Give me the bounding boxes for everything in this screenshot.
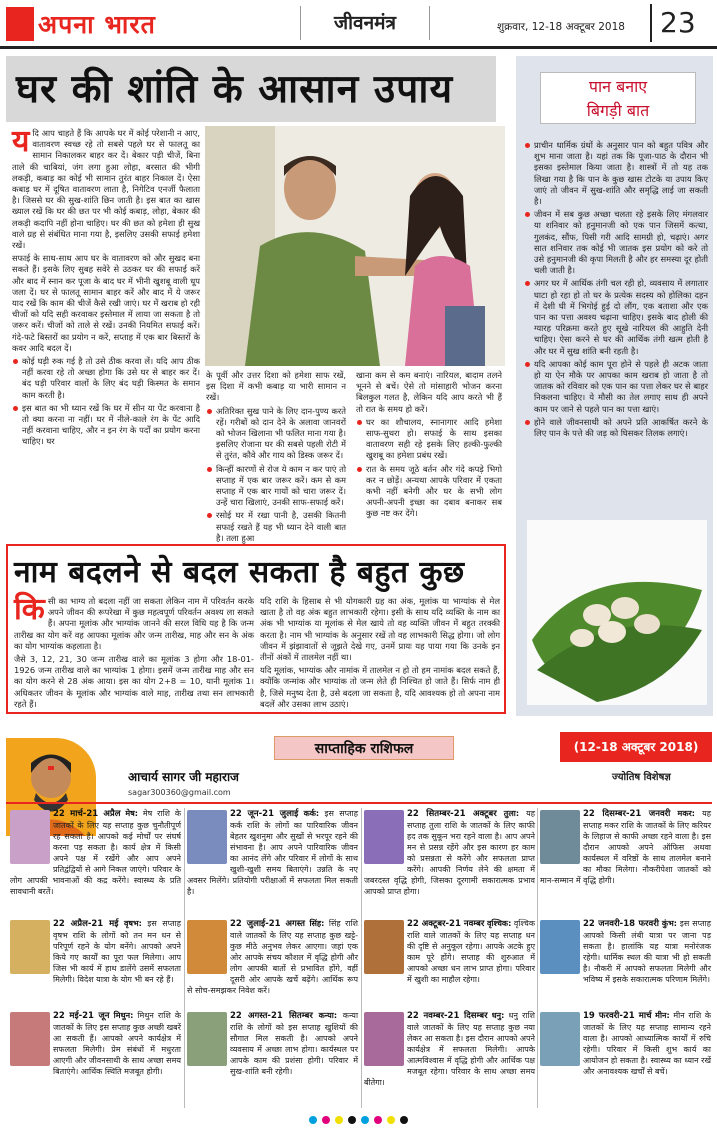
registration-dot	[400, 1116, 408, 1124]
brand-logo	[6, 4, 156, 44]
name-change-paragraph-4: यदि मूलांक, भाग्यांक और नामांक में तालमेल न हो तो हम नामांक बदल सकते हैं, क्योंकि जन्मांक और भाग्यांक तो जन्म लेते ही निश्चित हो जाते हैं। सिर्फ नाम ही है, जिसे मनुष्य देता है, उसे बदला जा सकता है, यदि आवश्यक हो तो अपना नाम बदलें और उसका लाभ उठाएं।	[260, 665, 501, 709]
virgo-icon	[187, 1012, 227, 1066]
cancer-icon	[187, 810, 227, 864]
registration-dot	[387, 1116, 395, 1124]
column-2-intro: के पूर्वी और उत्तर दिशा को हमेशा साफ रखें, इस दिशा में कभी कबाड़ या भारी सामान न रखें।	[206, 370, 346, 403]
section-name: जीवनमंत्र	[300, 6, 430, 40]
sign-dates: 22 मई-21 जून	[53, 1011, 110, 1021]
column-divider	[184, 808, 185, 1108]
sign-text: सिंह राशि वाले जातकों के लिए यह सप्ताह कुछ खट्टे-कुछ मीठे अनुभव लेकर आएगा। जहां एक ओर आपके संचय कौशल में वृद्धि होगी और लोग आपकी बातों से प्रभावित होंगे, वहीं दूसरी ओर आपके खर्चे बढ़ेंगे। आर्थिक रूप से सोच-समझकर निवेश करें।	[187, 919, 358, 995]
main-tip: घर का शौचालय, स्नानागार आदि हमेशा साफ-सुथरा हो। सफाई के साथ इसका वातावरण सही रहे इसके लिए हल्की-फुल्की खुशबू का हमेशा प्रबंध रखें।	[356, 417, 502, 462]
astrologer-email[interactable]: sagar300360@gmail.com	[128, 788, 231, 797]
sign-aquarius	[540, 918, 711, 1022]
libra-icon	[364, 810, 404, 864]
sign-pisces	[540, 1010, 711, 1114]
main-tip: इस बात का भी ध्यान रखें कि घर में सीन या पेंट करवाना है तो क्या करना ना नहीं। घर में नीले-काले रंग के पेंट आदि नहीं करवाना चाहिए, और न इन रंग के पर्दों का प्रयोग करना चाहिए। घर	[12, 403, 200, 448]
sidebar-tip: होने वाले जीवनसाथी को अपने प्रति आकर्षित करने के लिए पान के पत्ते की जड़ को घिसकर तिलक लगाएं।	[524, 417, 708, 439]
sign-text: इस सप्ताह वृषभ राशि के लोगों को तन मन धन से परिपूर्ण रहने के योग बनेंगे। आपको अपने किये गए कार्यों का पूरा फल मिलेगा। आप जिस भी कार्य में हाथ डालेंगे उसमें सफलता मिलेगी। विदेश यात्रा के योग भी बन रहे हैं।	[53, 919, 181, 984]
sign-name: सिंह:	[309, 919, 325, 928]
sign-name: मेष:	[125, 809, 138, 818]
issue-date: शुक्रवार, 12-18 अक्टूबर 2018	[497, 21, 625, 33]
sign-dates: 22 दिसम्बर-21 जनवरी	[583, 809, 671, 819]
scorpio-icon	[364, 920, 404, 974]
main-tips-list-2	[206, 406, 346, 544]
column-divider	[537, 808, 538, 1108]
name-change-column-2	[260, 596, 500, 708]
brand-mark	[6, 7, 34, 41]
sign-text: कन्या राशि के लोगों को इस सप्ताह खुशियों की सौगात मिल सकती है। आपको अपने व्यवसाय में अच्छा लाभ होगा। कार्यस्थल पर आपके काम की प्रशंसा होगी। परिवार में सुख-शांति बनी रहेगी।	[230, 1011, 359, 1076]
aquarius-icon	[540, 920, 580, 974]
sign-dates: 22 जून-21 जुलाई	[230, 809, 299, 819]
sign-name: तुला:	[503, 809, 520, 818]
sign-text: यह सप्ताह मकर राशि के जातकों के लिए करियर के लिहाज से काफी अच्छा रहने वाला है। इस दौरान आपको अपने ऑफिस अथवा कार्यस्थल में वरिष्ठों के साथ तालमेल बनाने का मौका मिलेगा। नौकरीपेशा जातकों को मान-सम्मान में वृद्धि होगी।	[540, 809, 711, 885]
sign-dates: 22 नवम्बर-21 दिसम्बर	[407, 1011, 488, 1021]
sign-dates: 22 अक्टूबर-21 नवम्बर	[407, 919, 485, 929]
name-change-paragraph-3: यदि राशि के हिसाब से भी योगकारी ग्रह का अंक, मूलांक या भाग्यांक से मेल खाता है तो वह अंक बहुत लाभकारी रहेगा। इसी के साथ यदि व्यक्ति के नाम का अंक भी भाग्यांक या मूलांक से मेल खाये तो वह व्यक्ति जीवन में बहुत तरक्की करता है। नाम भी भाग्यांक के अनुसार रखें तो वह लाभकारी सिद्ध होगा। जो लोग जीवन में झंझावातों से जूझते देखे गए, उनमें प्रायः यह पाया गया कि उनके इन तीनों अंकों में तालमेल नहीं था।	[260, 596, 500, 663]
sign-leo	[187, 918, 358, 1022]
main-headline: घर की शांति के आसान उपाय	[16, 66, 454, 112]
aries-icon	[10, 810, 50, 864]
masthead-rule	[0, 46, 717, 49]
sign-scorpio	[364, 918, 535, 1022]
sign-dates: 22 अगस्त-21 सितम्बर	[230, 1011, 313, 1021]
sign-text: वृश्चिक राशि वाले जातकों के लिए यह सप्ताह धन की दृष्टि से अनुकूल रहेगा। आपके अटके हुए काम पूरे होंगे। सप्ताह की शुरुआत में आपको अच्छा धन लाभ प्राप्त होगा। परिवार में खुशी का माहौल रहेगा।	[407, 919, 535, 984]
main-paragraph-1: दि आप चाहते हैं कि आपके घर में कोई परेशानी न आए, वातावरण स्वच्छ रहे तो सबसे पहले घर से फालतू का सामान निकालकर बाहर कर दें। बेकार पड़ी चीजें, बिना ताले की चाबियां, जंग लगा हुआ लोहा, बरसात की भीगी लकड़ी, कबाड़ का कोई भी सामान तुरंत बाहर निकाल दें। ऐसा कबाड़ घर में दूषित वातावरण लाता है, निगेटिव एनर्जी फैलाता है। जिससे घर की सुख-शांति छिन जाती है। इस बात का खास ख्याल रखें कि घर की छत पर भी कोई कबाड़, लोहा, बेकार की लकड़ी कदापि नहीं होना चाहिए। घर की छत को हमेशा ही सुख वाले ग्रह से संबंधित माना गया है, इसलिए उसकी सफाई हमेशा रखें।	[12, 128, 200, 251]
main-tips-list-3	[356, 417, 502, 520]
horoscope-date: (12-18 अक्टूबर 2018)	[560, 732, 712, 762]
paan-leaf-illustration	[527, 520, 707, 705]
sign-name: कुंभ:	[661, 919, 677, 928]
main-paragraph-2: सफाई के साथ-साथ आप घर के वातावरण को और सुखद बना सकते हैं। इसके लिए सुबह सवेरे से उठकर घर की सफाई करें और बाद में स्नान कर पूजा के बाद घर में भीनी खुशबू वाली धूप जला दें। घर से फालतू सामान बाहर करें और बाद में ये जरूर याद रखें कि काम की चीजें कैसे रखी जाएं। घर में खराब हो रही चीजों को यदि सही करवाकर इस्तेमाल में लाया जा सकता है तो जरूर करें। चीजों को ताले से रखें। उनकी नियमित सफाई करें। गंदे-फटे बिस्तरों का प्रयोग न करें, सप्ताह में एक बार बिस्तरों के कवर आदि बदल दें।	[12, 253, 200, 353]
print-registration-bar	[0, 1116, 717, 1128]
sign-libra	[364, 808, 535, 912]
sign-sagittarius	[364, 1010, 535, 1114]
main-tip: रसोई घर में रखा पानी है, उसकी कितनी सफाई रखते हैं यह भी ध्यान देने वाली बात है। तला हुआ	[206, 510, 346, 544]
registration-dot	[374, 1116, 382, 1124]
capricorn-icon	[540, 810, 580, 864]
registration-dot	[361, 1116, 369, 1124]
sign-dates: 22 जुलाई-21 अगस्त	[230, 919, 305, 929]
sidebar-text	[524, 140, 708, 516]
name-change-dropcap: कि	[14, 592, 45, 627]
sign-text: यह सप्ताह तुला राशि के जातकों के लिए काफी हद तक सुकून भरा रहने वाला है। आप अपने मन से प्रसन्न रहेंगे और इस कारण हर काम को प्रसन्नता से करेंगे और सफलता प्राप्त करेंगे। आपकी निर्णय लेने की क्षमता में जबरदस्त वृद्धि होगी, जिसका दूरगामी सकारात्मक प्रभाव आपको प्राप्त होगा।	[364, 809, 535, 896]
sign-name: कर्क:	[303, 809, 320, 818]
masthead	[0, 0, 717, 48]
sign-taurus	[10, 918, 181, 1022]
article-column-1	[12, 124, 200, 538]
horoscope-divider	[6, 802, 712, 804]
sign-gemini	[10, 1010, 181, 1114]
sign-text: मिथुन राशि के जातकों के लिए इस सप्ताह कुछ अच्छी खबरें आ सकती हैं। आपको अपने कार्यक्षेत्र में सफलता मिलेगी। प्रेम संबंधों में मधुरता आएगी और जीवनसाथी के साथ अच्छा समय बिताएंगे। आर्थिक स्थिति मजबूत होगी।	[53, 1011, 182, 1076]
astrologer-role: ज्योतिष विशेषज्ञ	[612, 772, 671, 783]
sign-text: इस सप्ताह आपको किसी लंबी यात्रा पर जाना पड़ सकता है। हालांकि यह यात्रा मनोरंजक रहेगी। धार्मिक स्थल की यात्रा भी हो सकती है। नौकरी में आपको सफलता मिलेगी और भविष्य में इसके सकारात्मक परिणाम मिलेंगे।	[583, 919, 712, 984]
sign-dates: 22 अप्रैल-21 मई	[53, 919, 119, 929]
leo-icon	[187, 920, 227, 974]
sagittarius-icon	[364, 1012, 404, 1066]
sign-name: मीन:	[655, 1011, 670, 1020]
sidebar-title	[540, 72, 696, 124]
sidebar-tip: जीवन में सब कुछ अच्छा चलता रहे इसके लिए मंगलवार या शनिवार को हनुमानजी को एक पान जिसमें कत्था, गुलकंद, सौंफ, पिसी गरी आदि सामग्री हो, चढ़ाएं। अगर सात शनिवार तक कोई भी जातक इस प्रयोग को करे तो उसे हनुमानजी की कृपा मिलती है और हर समस्या दूर होती चली जाती है।	[524, 209, 708, 276]
sidebar-tip: यदि आपका कोई काम पूरा होने से पहले ही अटक जाता हो या ऐन मौके पर आपका काम खराब हो जाता है तो जातक को रविवार को एक पान का पत्ता लेकर घर से बाहर निकलना चाहिए। ये मौसी का तेल लगाए साथ ही अपने काम पर जाने से पहले पान का पत्ता खाएं।	[524, 359, 708, 415]
sidebar-tip: अगर घर में आर्थिक तंगी चल रही हो, व्यवसाय में लगातार घाटा हो रहा हो तो घर के प्रत्येक सदस्य को होलिका दहन में देशी घी में भिगोई हुई दो लौंग, एक बताशा और एक पान का पत्ता अवश्य चढ़ाना चाहिए। इसके बाद होली की ग्यारह परिक्रमा करते हुए सूखे नारियल की आहुति देनी चाहिए। ऐसा करने से घर की आर्थिक तंगी खत्म होती है और घर में सुख शांति बनी रहती है।	[524, 278, 708, 356]
sign-name: कन्या:	[318, 1011, 338, 1020]
paan-photo	[527, 520, 707, 705]
page-number: 23	[650, 4, 714, 42]
main-headline-box	[6, 56, 496, 122]
sign-aries	[10, 808, 181, 912]
main-dropcap: य	[12, 124, 30, 159]
sign-text: धनु राशि वाले जातकों के लिए यह सप्ताह कुछ नया लेकर आ सकता है। इस दौरान आपको अपने कार्यक्षेत्र में सफलता मिलेगी। आपके आत्मविश्वास में वृद्धि होगी और आर्थिक पक्ष मजबूत रहेगा। परिवार के साथ अच्छा समय बीतेगा।	[364, 1011, 535, 1087]
brand-name: अपना भारत	[38, 10, 156, 39]
sign-dates: 22 सितम्बर-21 अक्टूबर	[407, 809, 497, 819]
main-tip: अतिरिक्त सुख पाने के लिए दान-पुण्य करते रहें। गरीबों को दान देने के अलावा जानवरों को भोजन खिलाना भी फलित माना गया है। इसलिए रोजाना घर की सबसे पहली रोटी में से तुरंत, कौवे और गाय को डिस्क जरूर दें।	[206, 406, 346, 462]
sign-dates: 22 मार्च-21 अप्रैल	[53, 809, 121, 819]
sign-name: वृश्चिक:	[486, 919, 512, 928]
couple-illustration	[205, 126, 505, 366]
sidebar-title-line-2: बिगड़ी बात	[586, 101, 650, 120]
horoscope-title: साप्ताहिक राशिफल	[274, 736, 454, 760]
gemini-icon	[10, 1012, 50, 1066]
sign-name: धनु:	[491, 1011, 505, 1020]
pisces-icon	[540, 1012, 580, 1066]
registration-dot	[335, 1116, 343, 1124]
sign-name: मकर:	[677, 809, 695, 818]
taurus-icon	[10, 920, 50, 974]
sign-name: वृषभ:	[123, 919, 142, 928]
sign-cancer	[187, 808, 358, 912]
sign-text: मेष राशि के जातकों के लिए यह सप्ताह कुछ चुनौतीपूर्ण रह सकता है। आपको कई मोर्चों पर संघर्ष करना पड़ सकता है। कार्य क्षेत्र में किसी अपने पक्ष में रखेंगे और आप अपने प्रतिद्वंद्वियों से आगे निकल जाएंगे। परिवार के लोग आपकी भावनाओं की कद्र करेंगे। स्वास्थ्य के प्रति सावधानी बरतें।	[10, 809, 182, 896]
registration-dot	[322, 1116, 330, 1124]
sign-dates: 22 जनवरी-18 फरवरी	[583, 919, 659, 929]
sidebar-tips-list	[524, 140, 708, 439]
name-change-paragraph-2: जैसे 3, 12, 21, 30 जन्म तारीख वाले का मूलांक 3 होगा और 18-01-1926 जन्म तारीख वाले का भाग्यांक 1 होगा। इसमें जन्म तारीख माह और सन का योग करने से 28 अंक आया। इस का योग 2+8 = 10, यानी मूलांक 1। अधिकतर जीवन के मूलांक और भाग्यांक वाले माह, तारीख तथा सन लाभकारी रहते हैं।	[14, 654, 254, 709]
astrologer-name: आचार्य सागर जी महाराज	[128, 770, 239, 784]
main-tip: रात के समय जूठे बर्तन और गंदे कपड़े भिगो कर न छोड़ें। अन्यथा आपके परिवार में एकता कभी नहीं बनेगी और घर के सभी लोग अपनी-अपनी इच्छा का दबाव बनाकर सब कुछ नष्ट कर देंगे।	[356, 464, 502, 520]
main-tips-list-1	[12, 356, 200, 448]
sign-text: मीन राशि के जातकों के लिए यह सप्ताह सामान्य रहने वाला है। आपको आध्यात्मिक कार्यों में रुचि रहेगी। परिवार में किसी शुभ कार्य का आयोजन हो सकता है। स्वास्थ्य का ध्यान रखें और अनावश्यक खर्चों से बचें।	[583, 1011, 712, 1076]
main-tip: कोई घड़ी रुक गई है तो उसे ठीक करवा लें। यदि आप ठीक नहीं करवा रहे तो अच्छा होगा कि उसे घर से बाहर कर दें। बंद घड़ी परिवार वालों के लिए बंद घड़ी किस्मत के समान काम करती है।	[12, 356, 200, 401]
registration-dot	[348, 1116, 356, 1124]
main-tip: किन्हीं कारणों से रोज ये काम न कर पाएं तो सप्ताह में एक बार जरूर करें। कम से कम सप्ताह में एक बार गायों को चारा जरूर दें। उन्हें चारा खिलाएं, उनकी साफ-सफाई करें।	[206, 464, 346, 509]
article-column-3	[356, 370, 502, 540]
sign-capricorn	[540, 808, 711, 912]
name-change-column-1	[14, 592, 254, 709]
registration-dot	[309, 1116, 317, 1124]
sign-virgo	[187, 1010, 358, 1114]
name-change-paragraph-1: सी का भाग्य तो बदला नहीं जा सकता लेकिन नाम में परिवर्तन करके अपने जीवन की रूपरेखा में कुछ महत्वपूर्ण परिवर्तन अवश्य ला सकते हैं। अपना मूलांक और भाग्यांक जानने की सरल विधि यह है कि जन्म तारीख का योग करें वह आपका मूलांक और जन्म तारीख, माह और सन के अंक का योग भाग्यांक कहलाता है।	[14, 596, 254, 651]
article-column-2	[206, 370, 346, 543]
sign-dates: 19 फरवरी-21 मार्च	[583, 1011, 652, 1021]
sign-name: मिथुन:	[113, 1011, 134, 1020]
column-3-intro: खाना कम से कम बनाएं। नारियल, बादाम तलने भूनने से बचें। ऐसे तो मांसाहारी भोजन करना बिलकुल गलत है, लेकिन यदि आप करते भी हैं तो रात के समय हो करें।	[356, 370, 502, 414]
column-divider	[361, 808, 362, 1108]
name-change-headline: नाम बदलने से बदल सकता है बहुत कुछ	[14, 555, 465, 590]
couple-photo	[205, 126, 505, 366]
sign-text: इस सप्ताह कर्क राशि के लोगों का पारिवारिक जीवन बेहतर खुशनुमा और सुखों से भरपूर रहने की संभावना है। आप अपने पारिवारिक जीवन का आनंद लेंगे और परिवार में लोगों के साथ खुशी-खुशी समय बिताएंगे। उन्नति के नए अवसर मिलेंगे। प्रतियोगी परीक्षाओं में सफलता मिल सकती है।	[187, 809, 358, 896]
sidebar-tip: प्राचीन धार्मिक ग्रंथों के अनुसार पान को बहुत पवित्र और शुभ माना जाता है। यहां तक कि पूजा-पाठ के दौरान भी इसका इस्तेमाल किया जाता है। शास्त्रों में तो यह तक लिखा गया है कि पान के कुछ खास टोटके या उपाय किए जाएं तो जीवन में सुख-शांति और समृद्धि लाई जा सकती है।	[524, 140, 708, 207]
sidebar-title-line-1: पान बनाए	[588, 77, 648, 96]
